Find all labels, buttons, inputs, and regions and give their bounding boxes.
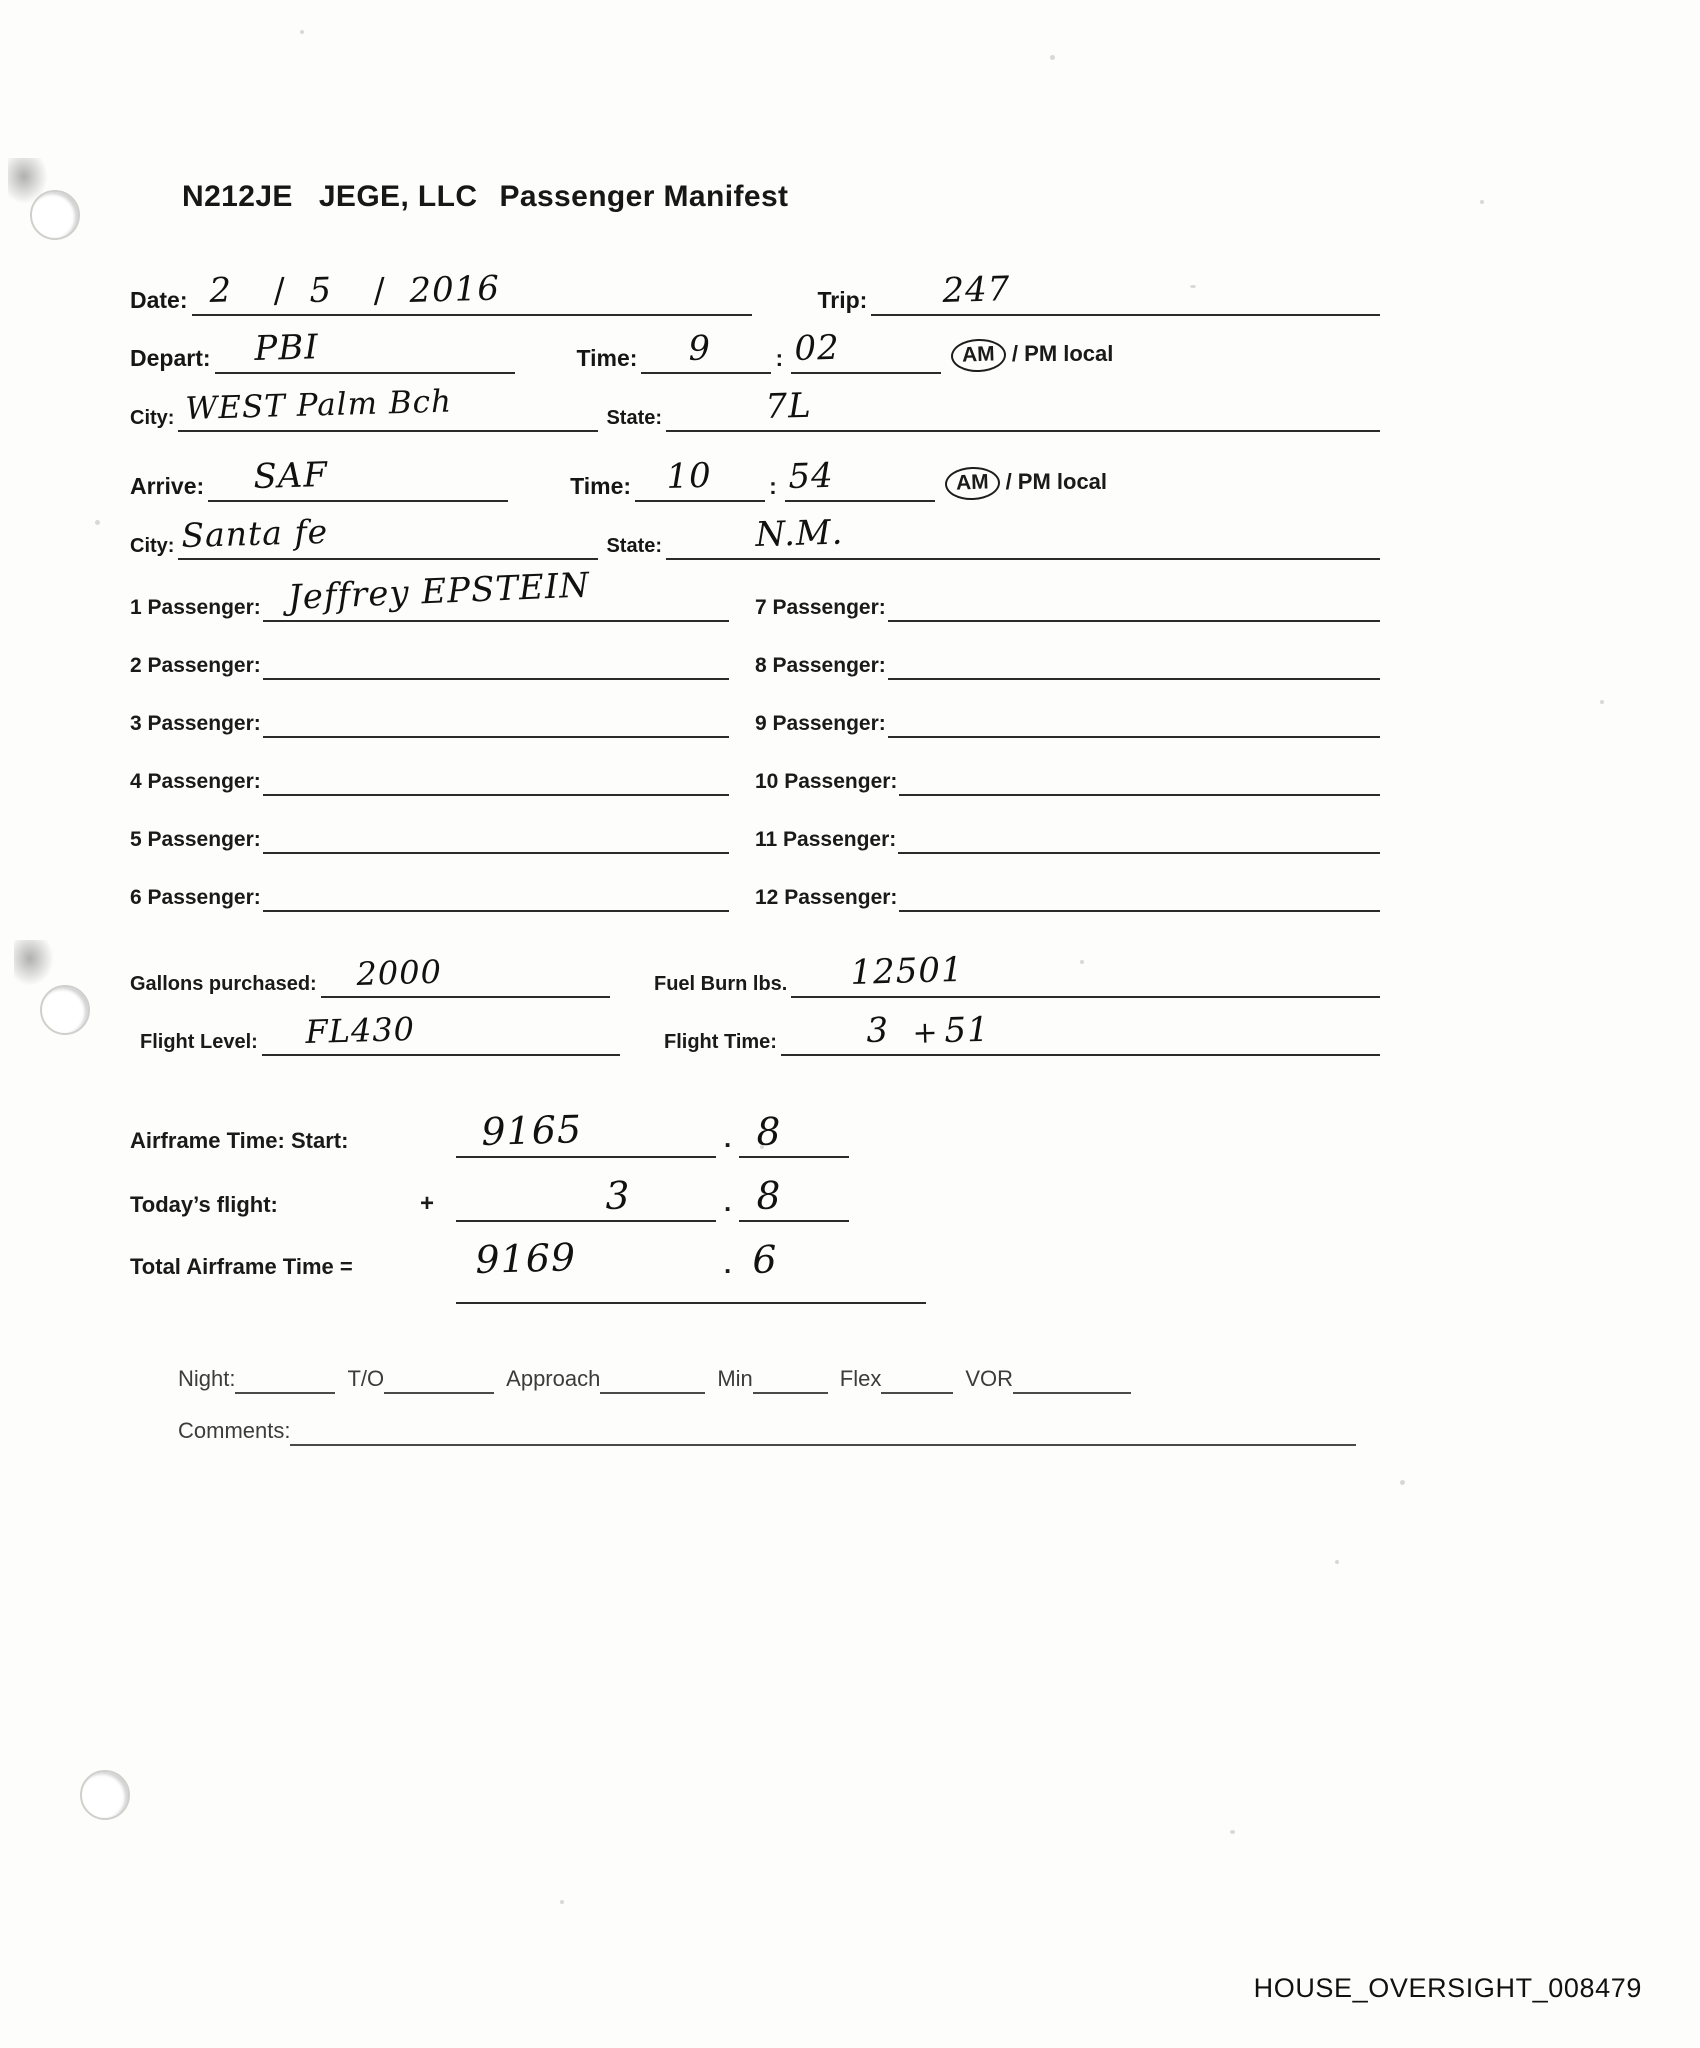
airframe-today-dot: . [724, 1187, 732, 1217]
gallons-group [130, 952, 610, 998]
airframe-total-int: 9169 [474, 1235, 577, 1282]
airframe-start-row [130, 1107, 1380, 1158]
passenger-label-3: 3 Passenger: [130, 712, 261, 735]
scan-speck [1600, 700, 1604, 704]
date-separator-2: / [372, 270, 386, 311]
passenger-grid [130, 565, 1380, 912]
flight-time-label: Flight Time: [664, 1031, 777, 1053]
passenger-cell-11 [755, 826, 1380, 854]
gallons-field[interactable] [321, 952, 610, 998]
airframe-total-dec: 6 [752, 1237, 779, 1282]
flight-time-plus: + [911, 1015, 940, 1051]
passenger-manifest-form [130, 180, 1380, 1470]
passenger-label-8: 8 Passenger: [755, 654, 886, 677]
passenger-row [130, 710, 1380, 738]
punch-hole-top [30, 190, 80, 240]
arrive-label: Arrive: [130, 473, 205, 499]
arrive-airport-field[interactable] [208, 454, 508, 502]
arrive-am-selected[interactable]: AM [944, 466, 1000, 501]
passenger-label-11: 11 Passenger: [755, 828, 897, 851]
fuel-burn-value: 12501 [850, 949, 965, 993]
airframe-total-dec-field[interactable] [739, 1237, 849, 1284]
passenger-row [130, 565, 1380, 622]
scan-speck [1335, 1560, 1339, 1564]
passenger-cell-9 [755, 710, 1380, 738]
vor-label: VOR [965, 1366, 1014, 1391]
arrive-city-label: City: [130, 535, 175, 557]
date-trip-row [130, 268, 1380, 316]
depart-state-value: 7L [764, 385, 813, 427]
takeoff-label: T/O [347, 1366, 385, 1391]
scan-speck [1050, 55, 1055, 60]
approach-field[interactable] [600, 1368, 705, 1394]
punch-hole-middle [40, 985, 90, 1035]
date-label: Date: [130, 287, 188, 313]
passenger-cell-3 [130, 710, 755, 738]
punch-hole-bottom [80, 1770, 130, 1820]
passenger-input-3[interactable] [263, 710, 729, 738]
airframe-today-int-field[interactable] [456, 1173, 716, 1222]
depart-city-value: WEST Palm Bch [185, 383, 453, 427]
bates-stamp: HOUSE_OVERSIGHT_008479 [1253, 1973, 1642, 2003]
arrive-city-row [130, 511, 1380, 560]
bottom-block [178, 1366, 1380, 1446]
passenger-input-7[interactable] [888, 594, 1380, 622]
depart-time-minute-field[interactable] [791, 327, 941, 374]
passenger-input-8[interactable] [888, 652, 1380, 680]
airframe-total-dot: . [724, 1249, 732, 1279]
date-separator-1: / [272, 270, 286, 311]
passenger-input-4[interactable] [263, 768, 729, 796]
passenger-label-5: 5 Passenger: [130, 828, 261, 851]
depart-time-colon: : [775, 345, 784, 371]
passenger-cell-5 [130, 826, 755, 854]
arrive-airport-value: SAF [253, 454, 329, 497]
fuel-burn-label: Fuel Burn lbs. [654, 973, 788, 995]
airframe-start-spacer [420, 1154, 456, 1158]
flight-level-value: FL430 [304, 1009, 416, 1051]
depart-time-minute: 02 [794, 327, 841, 369]
passenger-input-9[interactable] [888, 710, 1380, 738]
passenger-input-11[interactable] [898, 826, 1380, 854]
arrive-state-value: N.M. [754, 512, 845, 555]
arrive-time-minute-field[interactable] [785, 455, 935, 502]
arrive-row [130, 454, 1380, 502]
date-field[interactable] [192, 268, 752, 316]
airframe-today-dec: 8 [756, 1173, 783, 1218]
vor-field[interactable] [1013, 1368, 1131, 1394]
passenger-label-7: 7 Passenger: [755, 596, 886, 619]
trip-field[interactable] [871, 269, 1380, 316]
night-row [178, 1366, 1380, 1394]
flight-time-group [664, 1009, 1380, 1056]
page-title [182, 180, 1380, 214]
passenger-input-10[interactable] [899, 768, 1380, 796]
date-month-value: 2 [208, 270, 233, 311]
arrive-time-hour: 10 [665, 455, 713, 497]
depart-city-field[interactable] [178, 383, 598, 432]
depart-time-hour-field[interactable] [641, 328, 771, 374]
flight-level-label: Flight Level: [140, 1031, 258, 1053]
passenger-cell-1 [130, 565, 755, 622]
airframe-total-row [130, 1235, 1380, 1284]
depart-pm-option[interactable]: / PM local [1011, 341, 1114, 366]
flex-label: Flex [839, 1366, 882, 1391]
depart-label: Depart: [130, 345, 211, 371]
passenger-cell-10 [755, 768, 1380, 796]
passenger-row [130, 884, 1380, 912]
min-field[interactable] [753, 1368, 828, 1394]
depart-am-selected[interactable]: AM [951, 338, 1007, 373]
passenger-label-6: 6 Passenger: [130, 886, 261, 909]
night-field[interactable] [235, 1368, 335, 1394]
flight-time-minutes: 51 [943, 1009, 991, 1051]
passenger-cell-2 [130, 652, 755, 680]
airframe-start-dec-field[interactable] [739, 1109, 849, 1158]
airframe-today-dec-field[interactable] [739, 1173, 849, 1222]
passenger-cell-7 [755, 594, 1380, 622]
arrive-ampm[interactable] [945, 467, 1107, 502]
arrive-city-field[interactable] [178, 511, 598, 560]
gallons-label: Gallons purchased: [130, 973, 317, 995]
flight-level-field[interactable] [262, 1009, 620, 1056]
min-label: Min [717, 1366, 753, 1391]
scan-speck [560, 1900, 564, 1904]
passenger-label-2: 2 Passenger: [130, 654, 261, 677]
comments-field[interactable] [290, 1420, 1356, 1446]
trip-value: 247 [942, 269, 1012, 311]
gallons-burn-row [130, 949, 1380, 998]
depart-time-label: Time: [576, 345, 638, 371]
depart-state-field[interactable] [666, 385, 1380, 432]
passenger-label-12: 12 Passenger: [755, 886, 898, 909]
passenger-cell-6 [130, 884, 755, 912]
airframe-start-int: 9165 [480, 1107, 583, 1154]
arrive-time-label: Time: [570, 473, 632, 499]
passenger-cell-12 [755, 884, 1380, 912]
arrive-time-colon: : [769, 473, 777, 499]
flex-field[interactable] [881, 1368, 953, 1394]
title-tail-number: N212JE [182, 180, 293, 213]
passenger-cell-8 [755, 652, 1380, 680]
passenger-input-12[interactable] [899, 884, 1380, 912]
arrive-time-minute: 54 [787, 455, 835, 497]
depart-row [130, 327, 1380, 374]
passenger-label-1: 1 Passenger: [130, 596, 261, 619]
airframe-start-label: Airframe Time: Start: [130, 1128, 349, 1153]
depart-ampm[interactable] [951, 339, 1113, 374]
takeoff-field[interactable] [384, 1368, 494, 1394]
arrive-time-hour-field[interactable] [635, 455, 765, 502]
airframe-today-plus: + [420, 1190, 435, 1217]
comments-row [178, 1418, 1380, 1446]
airframe-total-spacer [420, 1280, 456, 1284]
depart-airport-field[interactable] [215, 327, 515, 374]
title-form-type: Passenger Manifest [499, 180, 789, 213]
binder-smudge-middle [14, 940, 54, 986]
depart-state-label: State: [606, 407, 663, 429]
approach-label: Approach [506, 1366, 601, 1391]
night-label: Night: [178, 1366, 236, 1391]
depart-city-label: City: [130, 407, 175, 429]
arrive-state-label: State: [606, 535, 663, 557]
airframe-today-row [130, 1173, 1380, 1222]
trip-label: Trip: [817, 287, 868, 313]
date-day-value: 5 [308, 270, 333, 311]
passenger-input-6[interactable] [263, 884, 729, 912]
passenger-label-9: 9 Passenger: [755, 712, 886, 735]
airframe-start-dec: 8 [756, 1109, 783, 1154]
flight-level-group [130, 1009, 620, 1056]
gallons-value: 2000 [355, 952, 443, 993]
passenger-input-5[interactable] [263, 826, 729, 854]
comments-label: Comments: [178, 1418, 291, 1443]
passenger-input-1[interactable] [263, 565, 729, 622]
passenger-value-1: Jeffrey EPSTEIN [287, 565, 591, 618]
title-company: JEGE, LLC [318, 180, 478, 213]
passenger-label-4: 4 Passenger: [130, 770, 261, 793]
arrive-pm-option[interactable]: / PM local [1005, 469, 1108, 494]
airframe-start-dot: . [724, 1123, 732, 1153]
scan-speck [95, 520, 100, 525]
airframe-total-int-field[interactable] [456, 1235, 716, 1284]
airframe-total-underline [456, 1302, 926, 1304]
airframe-start-int-field[interactable] [456, 1107, 716, 1158]
scan-speck [300, 30, 304, 34]
scan-speck [1230, 1830, 1235, 1834]
airframe-total-label: Total Airframe Time = [130, 1254, 353, 1279]
passenger-label-10: 10 Passenger: [755, 770, 898, 793]
flight-time-hours: 3 [865, 1010, 890, 1051]
fuel-burn-group [654, 949, 1380, 998]
fuel-block [130, 949, 1380, 1056]
airframe-today-int: 3 [604, 1173, 632, 1218]
fuel-burn-field[interactable] [791, 949, 1380, 998]
passenger-row [130, 652, 1380, 680]
passenger-row [130, 826, 1380, 854]
date-year-value: 2016 [408, 268, 501, 311]
depart-time-hour: 9 [688, 328, 713, 369]
depart-city-row [130, 383, 1380, 432]
arrive-city-value: Santa fe [181, 511, 330, 555]
airframe-block [130, 1107, 1380, 1304]
passenger-input-2[interactable] [263, 652, 729, 680]
passenger-cell-4 [130, 768, 755, 796]
airframe-today-label: Today’s flight: [130, 1192, 278, 1217]
flight-time-field[interactable] [781, 1009, 1380, 1056]
depart-airport-value: PBI [253, 327, 319, 369]
scan-speck [1480, 200, 1484, 204]
scan-speck [1400, 1480, 1405, 1485]
passenger-row [130, 768, 1380, 796]
arrive-state-field[interactable] [666, 512, 1380, 560]
level-time-row [130, 1009, 1380, 1056]
